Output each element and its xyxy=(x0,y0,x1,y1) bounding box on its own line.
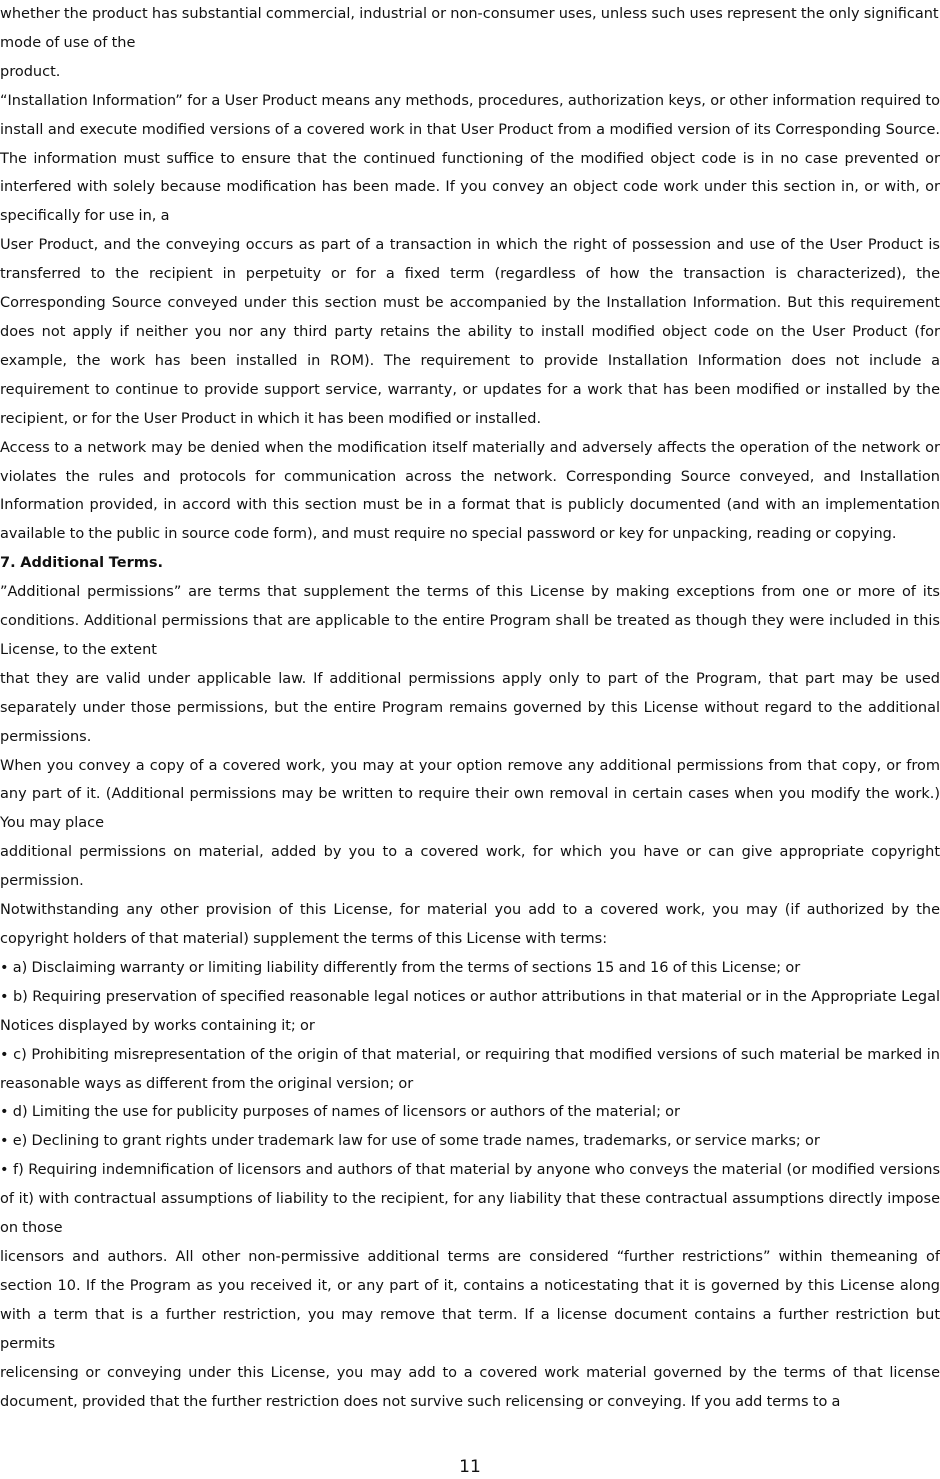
paragraph-remove-permissions: When you convey a copy of a covered work, you may at your option remove any additional permissions from that copy, or from any part of it. (Additional permissions may be written to require their own removal in certain cases when you modify the work.) You may place xyxy=(0,757,940,832)
paragraph-notwithstanding: Notwithstanding any other provision of this License, for material you add to a covered work, you may (if authorized by the copyright holders of that material) supplement the terms of this License with terms: xyxy=(0,902,940,947)
page-number: 11 xyxy=(459,1457,481,1477)
paragraph-installation-information: “Installation Information” for a User Product means any methods, procedures, authorization keys, or other information required to install and execute modified versions of a covered work in that User Product from a modified version of its Corresponding Source. The information must suffice to ensure that the continued functioning of the modified object code is in no case prevented or interfered with solely because modification has been made. If you convey an object code work under this section in, or with, or specifically for use in, a xyxy=(0,92,940,225)
paragraph-further-restrictions: licensors and authors. All other non-permissive additional terms are considered “further restrictions” within themeaning of section 10. If the Program as you received it, or any part of it, contains a noticestating that it is governed by this License along with a term that is a further restriction, you may remove that term. If a license document contains a further restriction but permits xyxy=(0,1248,940,1352)
paragraph-place-permissions: additional permissions on material, added by you to a covered work, for which you have or can give appropriate copyright permission. xyxy=(0,844,940,890)
paragraph-network-access: Access to a network may be denied when the modification itself materially and adversely affects the operation of the network or violates the rules and protocols for communication across the network. Corresponding Source conveyed, and Installation Information provided, in accord with this section must be in a format that is publicly documented (and with an implementation available to the public in source code form), and must require no special password or key for unpacking, reading or copying. xyxy=(0,439,940,543)
paragraph-user-product: User Product, and the conveying occurs as part of a transaction in which the right of possession and use of the User Product is transferred to the recipient in perpetuity or for a fixed term (regardless of how the transaction is characterized), the Corresponding Source conveyed under this section must be accompanied by the Installation Information. But this requirement does not apply if neither you nor any third party retains the ability to install modified object code on the User Product (for example, the work has been installed in ROM). The requirement to provide Installation Information does not include a requirement to continue to provide support service, warranty, or updates for a work that has been modified or installed by the recipient, or for the User Product in which it has been modified or installed. xyxy=(0,237,940,427)
list-item: • a) Disclaiming warranty or limiting liability differently from the terms of sections 15 and 16 of this License; or xyxy=(0,959,801,976)
list-item: • c) Prohibiting misrepresentation of the origin of that material, or requiring that modified versions of such material be marked in reasonable ways as different from the original version; or xyxy=(0,1046,940,1092)
paragraph-product-use: whether the product has substantial commercial, industrial or non-consumer uses, unless such uses represent the only significant mode of use of the xyxy=(0,6,939,51)
paragraph-relicensing: relicensing or conveying under this License, you may add to a covered work material governed by the terms of that license document, provided that the further restriction does not survive such relicensing or conveying. If you add terms to a xyxy=(0,1364,940,1410)
list-item: • b) Requiring preservation of specified reasonable legal notices or author attributions in that material or in the Appropriate Legal Notices displayed by works containing it; or xyxy=(0,988,940,1034)
paragraph-applicable-law: that they are valid under applicable law. If additional permissions apply only to part of the Program, that part may be used separately under those permissions, but the entire Program remains governed by this License without regard to the additional permissions. xyxy=(0,670,940,745)
section-heading: 7. Additional Terms. xyxy=(0,555,163,572)
list-item: • d) Limiting the use for publicity purposes of names of licensors or authors of the material; or xyxy=(0,1104,681,1121)
paragraph-additional-permissions: ”Additional permissions” are terms that supplement the terms of this License by making exceptions from one or more of its conditions. Additional permissions that are applicable to the entire Program shall be treated as though they were included in this License, to the extent xyxy=(0,584,940,658)
paragraph-product: product. xyxy=(0,63,61,80)
list-item: • f) Requiring indemnification of licensors and authors of that material by anyone who conveys the material (or modified versions of it) with contractual assumptions of liability to the recipient, for any liability that these contractual assumptions directly impose on those xyxy=(0,1162,940,1237)
list-item: • e) Declining to grant rights under trademark law for use of some trade names, trademarks, or service marks; or xyxy=(0,1133,820,1150)
